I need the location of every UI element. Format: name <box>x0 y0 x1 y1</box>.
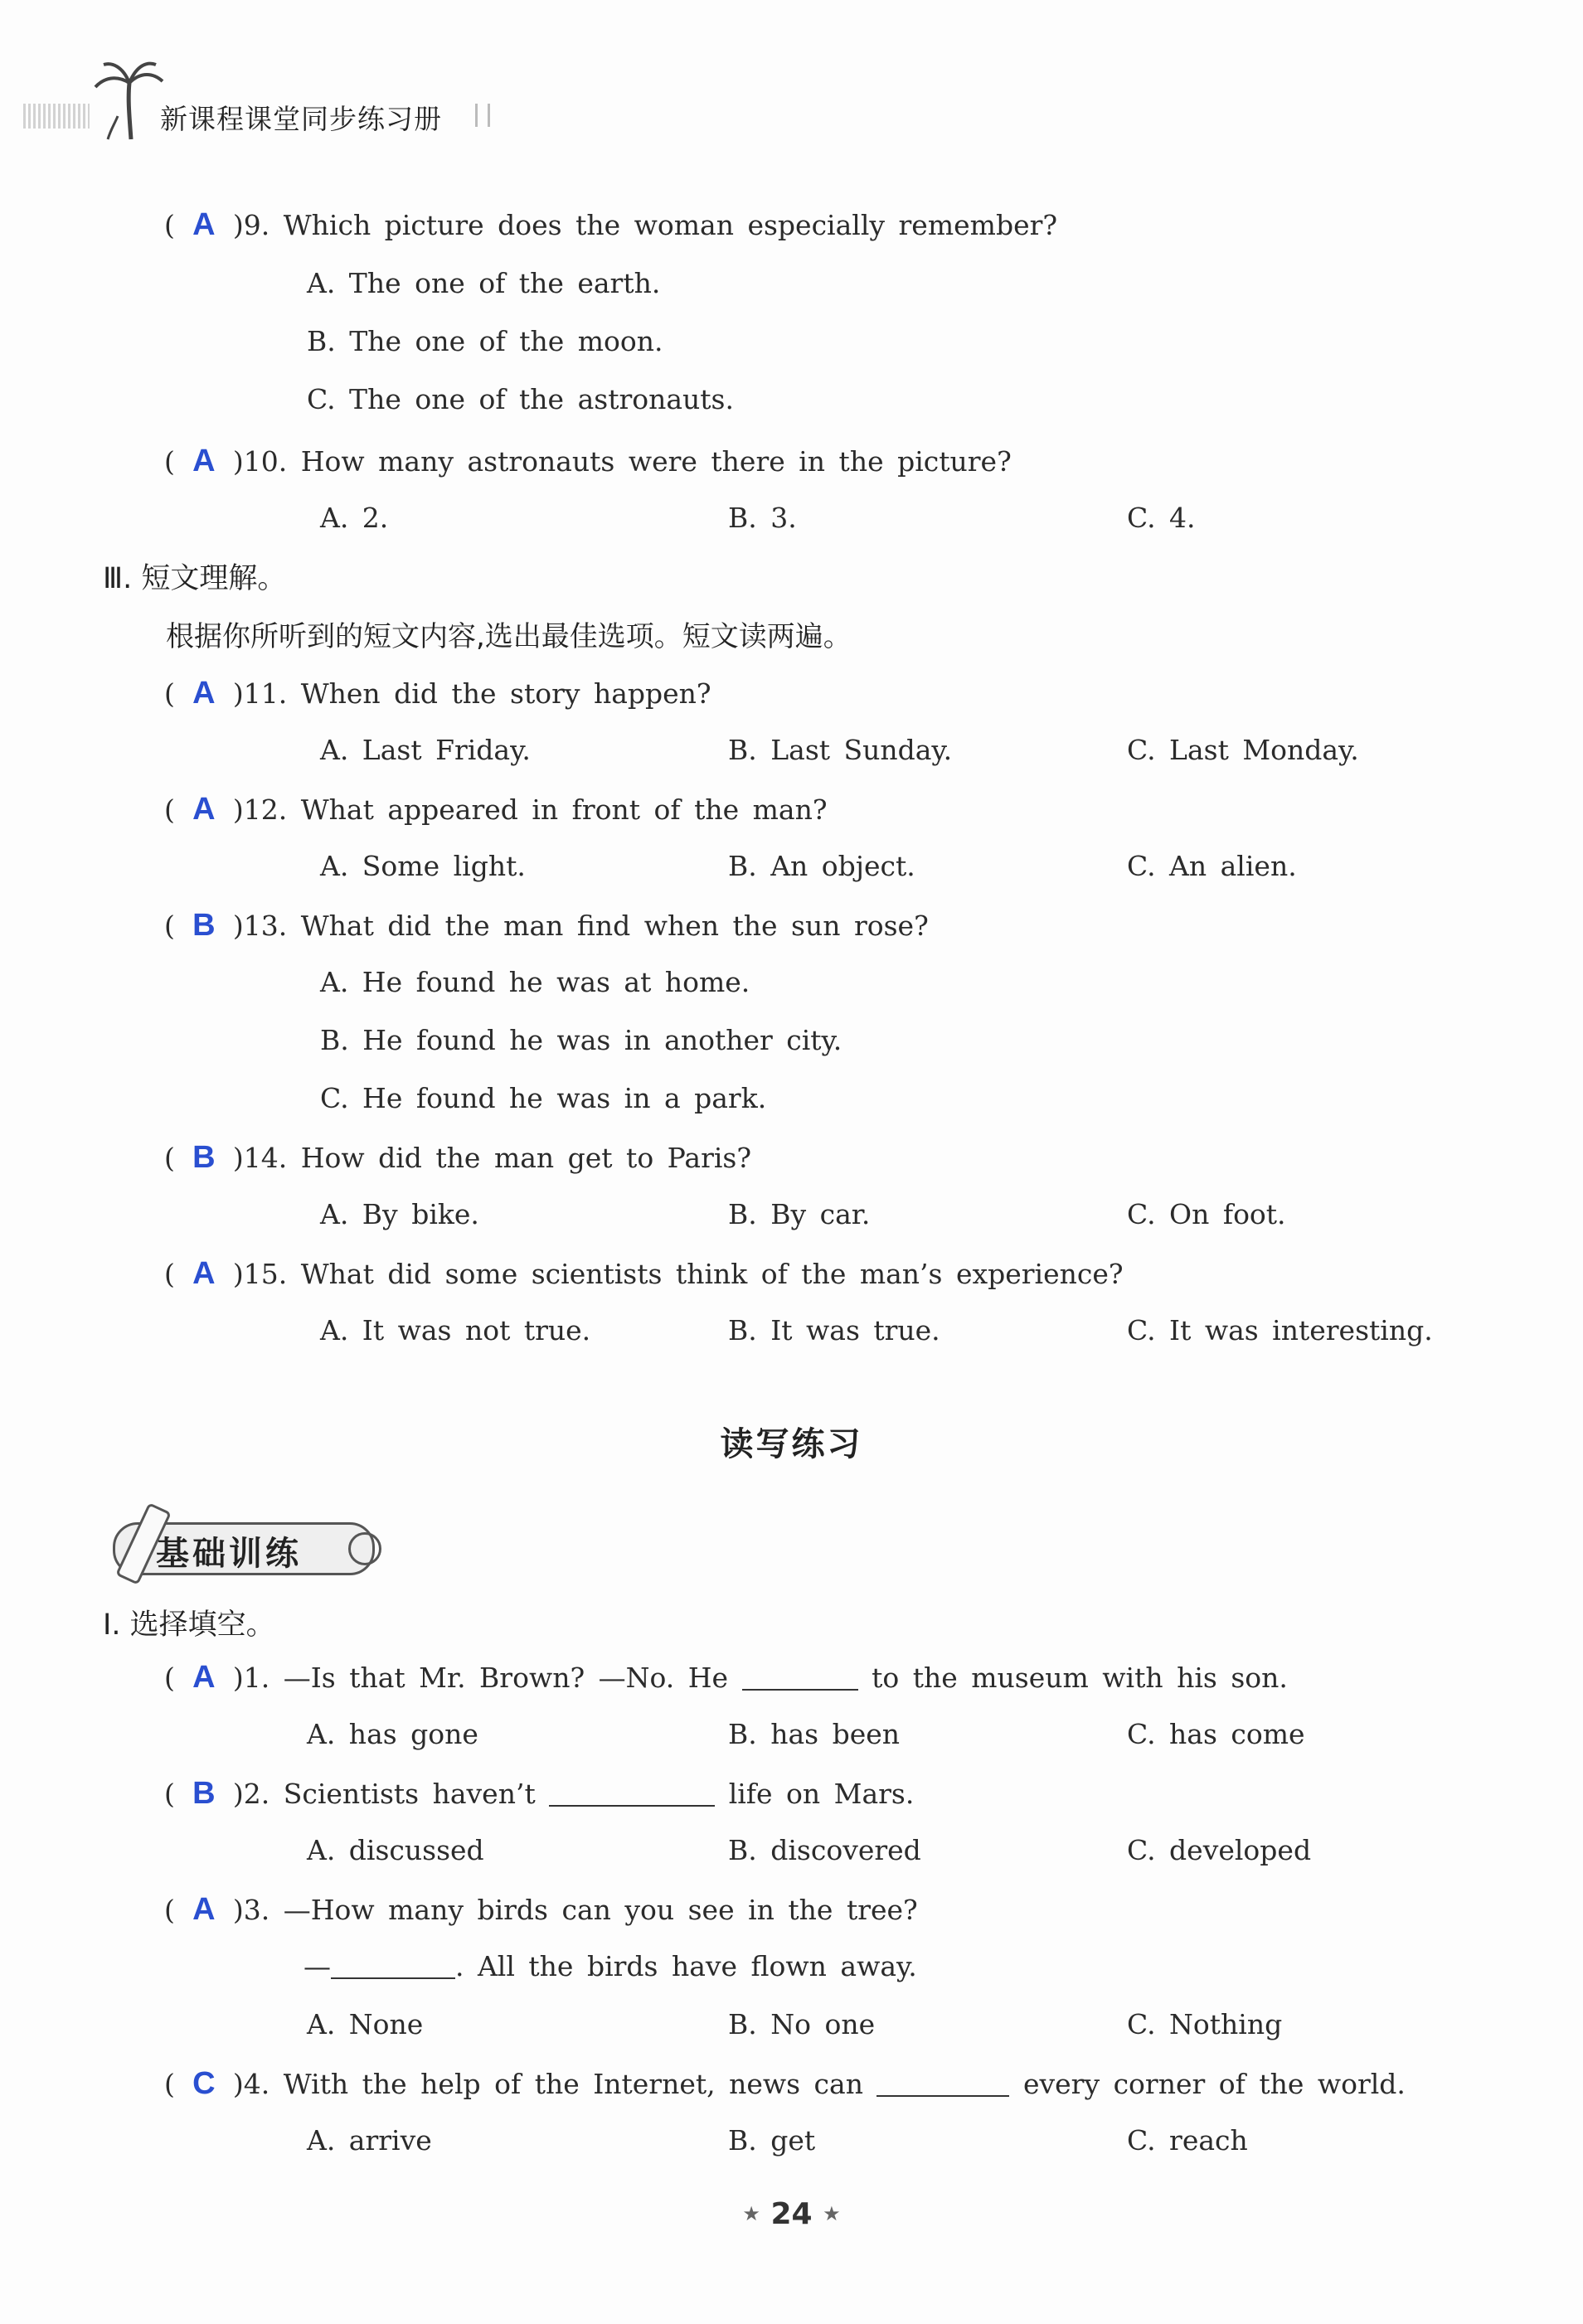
star-icon: ★ <box>823 2202 841 2225</box>
option-2a: A. discussed <box>307 1834 484 1866</box>
star-icon: ★ <box>742 2202 760 2225</box>
option-10a: A. 2. <box>320 502 389 534</box>
option-1a: A. has gone <box>307 1718 478 1750</box>
header-divider <box>475 104 490 127</box>
option-14c: C. On foot. <box>1127 1198 1286 1230</box>
option-11c: C. Last Monday. <box>1127 734 1359 766</box>
option-3c: C. Nothing <box>1127 2008 1283 2040</box>
question-number: 10 <box>243 445 279 478</box>
answer-12: A <box>192 792 216 827</box>
question-text-end: . All the birds have flown away. <box>455 1950 917 1982</box>
option-11b: B. Last Sunday. <box>728 734 953 766</box>
answer-blank <box>742 1664 858 1691</box>
fill-question-2: ( B )2. Scientists haven’t life on Mars. <box>164 1776 915 1811</box>
option-4b: B. get <box>728 2124 816 2157</box>
section-3-instruction: 根据你所听到的短文内容,选出最佳选项。短文读两遍。 <box>166 620 852 653</box>
part-title: 读写练习 <box>720 1425 863 1463</box>
option-15c: C. It was interesting. <box>1127 1314 1433 1346</box>
answer-1: A <box>192 1660 216 1695</box>
answer-blank <box>876 2070 1009 2097</box>
option-10c: C. 4. <box>1127 502 1196 534</box>
option-10b: B. 3. <box>728 502 797 534</box>
badge-label: 基础训练 <box>156 1535 302 1573</box>
question-text: When did the story happen? <box>300 677 711 710</box>
question-text: What appeared in front of the man? <box>300 793 828 826</box>
question-number: 3 <box>243 1894 261 1926</box>
question-text-end: to the museum with his son. <box>872 1662 1288 1694</box>
fill-question-3: ( A )3. —How many birds can you see in the tree? <box>164 1892 918 1927</box>
option-9b: B. The one of the moon. <box>307 325 663 357</box>
question-number: 12 <box>243 793 279 826</box>
question-number: 1 <box>243 1662 261 1694</box>
question-text: Scientists haven’t <box>283 1778 536 1810</box>
question-text-end: life on Mars. <box>728 1778 915 1810</box>
question-number: 4 <box>243 2068 261 2100</box>
answer-13: B <box>192 908 216 943</box>
option-9a: A. The one of the earth. <box>307 267 661 299</box>
answer-2: B <box>192 1776 216 1811</box>
ring-icon <box>348 1532 381 1565</box>
answer-3: A <box>192 1892 216 1927</box>
fill-question-4: ( C )4. With the help of the Internet, news can every corner of the world. <box>164 2066 1406 2101</box>
answer-15: A <box>192 1256 216 1291</box>
option-11a: A. Last Friday. <box>320 734 531 766</box>
question-13: ( B )13. What did the man find when the sun rose? <box>164 908 929 943</box>
option-2b: B. discovered <box>728 1834 921 1866</box>
option-13a: A. He found he was at home. <box>320 966 750 998</box>
question-text: With the help of the Internet, news can <box>283 2068 863 2100</box>
option-4c: C. reach <box>1127 2124 1248 2157</box>
question-text: How did the man get to Paris? <box>300 1142 752 1174</box>
option-13b: B. He found he was in another city. <box>320 1024 842 1056</box>
option-3b: B. No one <box>728 2008 876 2040</box>
book-title: 新课程课堂同步练习册 <box>160 103 442 135</box>
answer-4: C <box>192 2066 216 2101</box>
page-header <box>23 58 521 141</box>
option-12a: A. Some light. <box>320 850 526 882</box>
question-number: 9 <box>243 209 261 241</box>
question-number: 13 <box>243 910 279 942</box>
option-2c: C. developed <box>1127 1834 1312 1866</box>
answer-14: B <box>192 1140 216 1175</box>
question-text: What did the man find when the sun rose? <box>300 910 929 942</box>
palm-tree-icon <box>91 58 166 141</box>
option-15b: B. It was true. <box>728 1314 940 1346</box>
option-14b: B. By car. <box>728 1198 871 1230</box>
option-1b: B. has been <box>728 1718 901 1750</box>
question-text: —How many birds can you see in the tree? <box>283 1894 918 1926</box>
question-text-end: every corner of the world. <box>1022 2068 1406 2100</box>
answer-10: A <box>192 444 216 478</box>
answer-blank <box>549 1780 715 1807</box>
section-badge <box>98 1516 388 1582</box>
fill-question-3-line2: — . All the birds have flown away. <box>303 1950 917 1982</box>
question-text: What did some scientists think of the man’s experience? <box>300 1258 1124 1290</box>
option-13c: C. He found he was in a park. <box>320 1082 767 1114</box>
question-11: ( A )11. When did the story happen? <box>164 676 711 711</box>
question-14: ( B )14. How did the man get to Paris? <box>164 1140 752 1175</box>
option-15a: A. It was not true. <box>320 1314 591 1346</box>
decorative-stripes <box>23 104 90 129</box>
option-1c: C. has come <box>1127 1718 1305 1750</box>
option-9c: C. The one of the astronauts. <box>307 383 734 415</box>
option-4a: A. arrive <box>307 2124 432 2157</box>
question-text: How many astronauts were there in the picture? <box>300 445 1012 478</box>
question-15: ( A )15. What did some scientists think of the man’s experience? <box>164 1256 1124 1291</box>
question-number: 15 <box>243 1258 279 1290</box>
option-12b: B. An object. <box>728 850 915 882</box>
option-3a: A. None <box>307 2008 424 2040</box>
question-number: 14 <box>243 1142 279 1174</box>
question-number: 11 <box>243 677 279 710</box>
page-number-value: 24 <box>770 2197 813 2231</box>
question-9: ( A )9. Which picture does the woman especially remember? <box>164 207 1058 242</box>
option-14a: A. By bike. <box>320 1198 479 1230</box>
question-12: ( A )12. What appeared in front of the man? <box>164 792 828 827</box>
question-number: 2 <box>243 1778 261 1810</box>
fill-question-1: ( A )1. —Is that Mr. Brown? —No. He to the museum with his son. <box>164 1660 1288 1695</box>
option-12c: C. An alien. <box>1127 850 1297 882</box>
section-3-heading: Ⅲ. 短文理解。 <box>103 562 287 595</box>
question-text: —Is that Mr. Brown? —No. He <box>283 1662 729 1694</box>
page-number <box>0 2197 1583 2231</box>
answer-11: A <box>192 676 216 711</box>
question-text: Which picture does the woman especially remember? <box>283 209 1058 241</box>
question-10: ( A )10. How many astronauts were there in the picture? <box>164 444 1012 478</box>
section-1-heading: Ⅰ. 选择填空。 <box>103 1608 275 1642</box>
answer-blank <box>331 1953 455 1979</box>
answer-9: A <box>192 207 216 242</box>
